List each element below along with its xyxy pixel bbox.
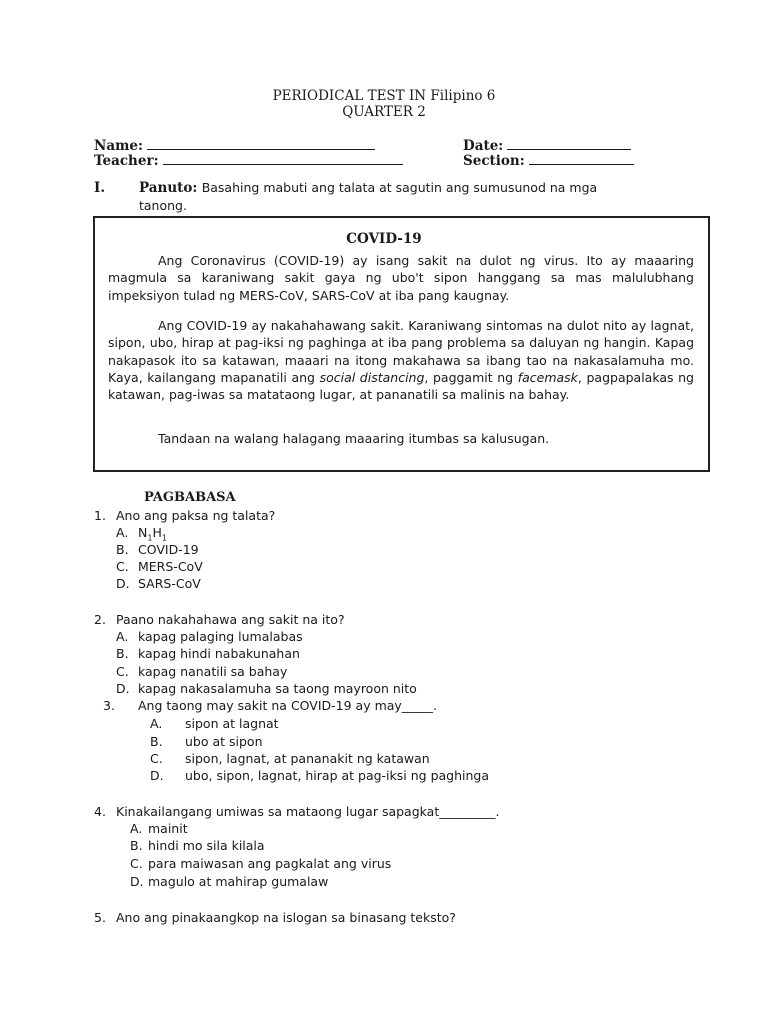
formula-sub-1: 1 [147,533,153,543]
question-5 [94,910,456,925]
option-2c [116,664,287,679]
question-text: Paano nakahahawa ang sakit na ito? [116,612,345,627]
instructions-text-cont: tanong. [139,198,187,213]
option-text: kapag nakasalamuha sa taong mayroon nito [138,681,417,696]
question-number: 5. [94,910,106,925]
option-2b [116,646,300,661]
formula-n: N [138,525,148,540]
option-letter: B. [116,542,129,557]
passage-p2-text-c: , pagpapalakas ng katawan, pag-iwas sa matataong lugar, at pananatili sa malinis na bahay. [108,369,694,403]
section-label: Section: [463,153,525,169]
option-letter: B. [150,734,163,749]
option-3c [150,751,430,766]
option-letter: A. [130,821,143,836]
passage-title: COVID-19 [346,231,422,247]
option-letter: B. [116,646,129,661]
formula-h: H [152,525,162,540]
option-3d [150,768,489,783]
name-label: Name: [94,138,143,154]
option-letter: A. [116,525,129,540]
option-text: hindi mo sila kilala [148,838,265,853]
option-letter: A. [150,716,163,731]
instructions-text: Basahing mabuti ang talata at sagutin ang sumusunod na mga [201,180,598,195]
option-2d [116,681,417,696]
option-letter: D. [116,576,130,591]
question-text: Kinakailangang umiwas sa mataong lugar sapagkat_________. [116,804,500,819]
question-text: Ano ang pinakaangkop na islogan sa binasang teksto? [116,910,456,925]
instructions-label: Panuto: [139,180,198,196]
option-letter: C. [116,559,129,574]
question-text: Ano ang paksa ng talata? [116,508,276,523]
option-text: ubo, sipon, lagnat, hirap at pag-iksi ng paghinga [185,768,490,783]
option-letter: D. [150,768,164,783]
option-text: magulo at mahirap gumalaw [148,874,329,889]
question-1 [94,508,275,523]
question-2 [94,612,345,627]
section-blank [529,152,634,165]
passage-p2-text: Ang COVID-19 ay nakahahawang sakit. Karaniwang sintomas na dulot nito ay lagnat, sipon, ubo, hirap at pag-iksi ng paghinga at iba pang problema sa daluyan ng hangin. Kapag nakapasok ito sa katawan, maaari na itong makahawa sa ibang tao na nakasalamuha mo. Kaya, kailangang mapanatili ang [108,318,694,385]
passage-paragraph-1: Ang Coronavirus (COVID-19) ay isang sakit na dulot ng virus. Ito ay maaaring magmula sa karaniwang sakit gaya ng ubo't sipon hanggang sa mas malulubhang impeksiyon tulad ng MERS-CoV, SARS-CoV at iba pang kaugnay. [108,253,694,303]
option-3b [150,734,263,749]
question-number: 3. [103,698,115,713]
test-title: PERIODICAL TEST IN Filipino 6 [272,88,496,104]
facemask-term: facemask [517,369,578,385]
question-number: 1. [94,508,106,523]
section-title: PAGBABASA [144,490,236,505]
option-text: COVID-19 [138,542,199,557]
option-letter: D. [116,681,130,696]
option-text: sipon, lagnat, at pananakit ng katawan [185,751,430,766]
option-letter: A. [116,629,129,644]
option-1d [116,576,201,591]
question-number: 4. [94,804,106,819]
question-4 [94,804,499,819]
teacher-blank [163,152,403,165]
option-letter: B. [130,838,143,853]
option-letter: C. [130,856,143,871]
date-label: Date: [463,138,504,154]
social-distancing-term: social distancing [319,369,425,385]
option-1a [116,525,167,543]
quarter-label: QUARTER 2 [342,104,426,120]
option-1b [116,542,199,557]
instructions [139,180,597,196]
option-3a [150,716,279,731]
passage-paragraph-2 [108,317,694,403]
section-field [463,152,634,169]
option-4d [130,874,328,889]
option-4a [130,821,188,836]
option-text: mainit [148,821,188,836]
option-text: sipon at lagnat [185,716,279,731]
option-1c [116,559,203,574]
instruction-number: I. [94,180,106,196]
date-blank [507,137,631,150]
option-2a [116,629,303,644]
option-4c [130,856,391,871]
teacher-label: Teacher: [94,153,159,169]
option-letter: C. [116,664,129,679]
question-3 [103,698,437,713]
option-text: kapag palaging lumalabas [138,629,303,644]
option-text: ubo at sipon [185,734,263,749]
option-text: SARS-CoV [138,576,201,591]
option-4b [130,838,265,853]
passage-paragraph-3: Tandaan na walang halagang maaaring itumbas sa kalusugan. [158,431,550,446]
question-number: 2. [94,612,106,627]
option-text: para maiwasan ang pagkalat ang virus [148,856,392,871]
teacher-field [94,152,403,169]
option-text: kapag nanatili sa bahay [138,664,288,679]
option-letter: C. [150,751,163,766]
name-blank [147,137,375,150]
option-letter: D. [130,874,144,889]
formula-sub-2: 1 [161,533,167,543]
passage-p2-text-b: , paggamit ng [424,369,514,385]
option-text: MERS-CoV [138,559,203,574]
question-text: Ang taong may sakit na COVID-19 ay may_____. [138,698,438,713]
option-text: kapag hindi nabakunahan [138,646,300,661]
